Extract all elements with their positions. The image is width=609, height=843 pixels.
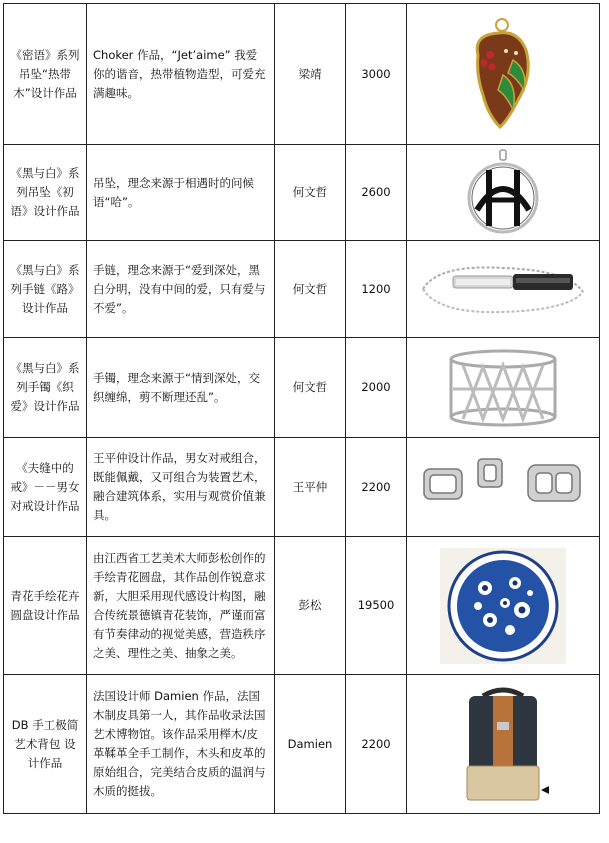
table-row bbox=[4, 438, 600, 537]
product-name: 《黑与白》系列手镯《织爱》设计作品 bbox=[4, 338, 87, 438]
price: 2200 bbox=[346, 438, 407, 537]
product-table bbox=[3, 3, 600, 814]
product-image-cell bbox=[407, 145, 600, 241]
price: 2200 bbox=[346, 675, 407, 814]
table-row bbox=[4, 537, 600, 675]
tropical-wood-pendant-image bbox=[458, 15, 548, 133]
designer-name: Damien bbox=[275, 675, 346, 814]
designer-name: 何文哲 bbox=[275, 145, 346, 241]
table-row bbox=[4, 675, 600, 814]
product-name: DB 手工极简艺术背包 设计作品 bbox=[4, 675, 87, 814]
price: 3000 bbox=[346, 4, 407, 145]
product-description: 吊坠，理念来源于相遇时的问候语“哈”。 bbox=[87, 145, 275, 241]
table-row bbox=[4, 145, 600, 241]
lattice-bangle-image bbox=[443, 349, 563, 427]
price: 1200 bbox=[346, 241, 407, 338]
product-name: 《夫缝中的戒》－－男女对戒设计作品 bbox=[4, 438, 87, 537]
product-name: 《黑与白》系列吊坠《初语》设计作品 bbox=[4, 145, 87, 241]
price: 2000 bbox=[346, 338, 407, 438]
product-name: 《密语》系列吊坠“热带木”设计作品 bbox=[4, 4, 87, 145]
price: 19500 bbox=[346, 537, 407, 675]
price: 2600 bbox=[346, 145, 407, 241]
designer-name: 梁靖 bbox=[275, 4, 346, 145]
product-description: 手链，理念来源于“爱到深处，黑白分明，没有中间的爱，只有爱与不爱”。 bbox=[87, 241, 275, 338]
chain-bracelet-image bbox=[418, 254, 588, 324]
product-image-cell bbox=[407, 4, 600, 145]
product-image-cell bbox=[407, 338, 600, 438]
product-image-cell bbox=[407, 241, 600, 338]
product-image-cell bbox=[407, 675, 600, 814]
blue-white-plate-image bbox=[440, 548, 566, 664]
product-description: Choker 作品，“Jet’aime” 我爱你的谐音，热带植物造型，可爱充满趣味。 bbox=[87, 4, 275, 145]
backpack-image bbox=[453, 682, 553, 806]
table-row bbox=[4, 4, 600, 145]
product-description: 法国设计师 Damien 作品，法国木制皮具第一人，其作品收录法国艺术博物馆。该作品采用榉木/皮革鞣革全手工制作，木头和皮革的原始组合，完美结合皮质的温润与木质的挺拔。 bbox=[87, 675, 275, 814]
table-row bbox=[4, 338, 600, 438]
table-row bbox=[4, 241, 600, 338]
product-image-cell bbox=[407, 438, 600, 537]
product-name: 青花手绘花卉圆盘设计作品 bbox=[4, 537, 87, 675]
product-description: 王平仲设计作品，男女对戒组合，既能佩戴，又可组合为装置艺术，融合建筑体系，实用与观赏价值兼具。 bbox=[87, 438, 275, 537]
designer-name: 何文哲 bbox=[275, 241, 346, 338]
product-description: 手镯，理念来源于“情到深处，交织缠绵，剪不断理还乱”。 bbox=[87, 338, 275, 438]
ha-pendant-image bbox=[463, 148, 543, 238]
product-description: 由江西省工艺美术大师彭松创作的手绘青花圆盘，其作品创作锐意求新，大胆采用现代感设计构图，融合传统景德镇青花装饰，严谨而富有节奏律动的视觉美感，营造秩序之美、理性之美、抽象之美。 bbox=[87, 537, 275, 675]
product-image-cell bbox=[407, 537, 600, 675]
designer-name: 彭松 bbox=[275, 537, 346, 675]
product-name: 《黑与白》系列手链《路》 设计作品 bbox=[4, 241, 87, 338]
designer-name: 何文哲 bbox=[275, 338, 346, 438]
designer-name: 王平仲 bbox=[275, 438, 346, 537]
ring-pair-image bbox=[416, 447, 591, 527]
